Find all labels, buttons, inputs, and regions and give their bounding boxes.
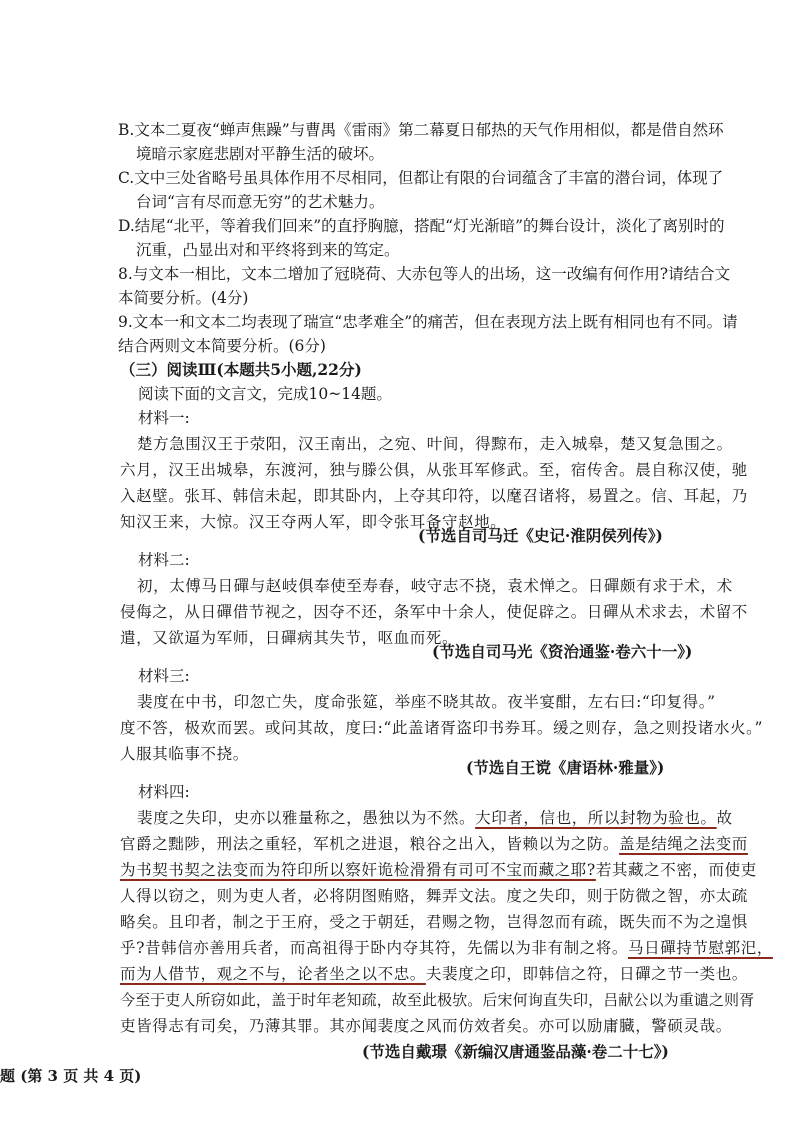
material-4-line5: 略矣。且印者，制之于王府，受之于朝廷，君赐之物，岂得忽而有疏，既失而不为之遑惧: [120, 913, 748, 931]
m4-l3-part-b: 若其藏之不密，而使吏: [595, 861, 757, 879]
material-1-line2: 六月，汉王出城皋，东渡河，独与滕公俱，从张耳军修武。至，宿传舍。晨自称汉使，驰: [120, 461, 748, 479]
material-2-line3: 遣，又欲逼为军师，日磾病其失节，呕血而死。: [120, 629, 459, 647]
material-1-line4: 知汉王来，大惊。汉王夺两人军，即令张耳备守赵地。: [120, 513, 507, 531]
option-c-line1: C.文中三处省略号虽具体作用不尽相同，但都让有限的台词蕴含了丰富的潜台词，体现了: [118, 169, 724, 187]
m4-l7-part-b: 夫裴度之印，即韩信之符，日磾之节一类也。: [425, 965, 748, 983]
m4-l2-underlined: 盖是结绳之法变而: [619, 835, 748, 853]
section-title: （三）阅读Ⅲ(本题共5小题,22分): [120, 360, 362, 379]
material-4-line1: [137, 806, 733, 830]
page-footer: 题 (第 3 页 共 4 页): [0, 1067, 142, 1085]
question-8-line2: 本简要分析。(4分): [118, 289, 249, 307]
m4-l6-underlined: 马日磾持节慰郭汜，: [628, 939, 773, 957]
material-1-line1: 楚方急围汉王于荥阳，汉王南出，之宛、叶间，得黥布，走入城皋，楚又复急围之。: [137, 435, 733, 453]
option-d-line2: 沉重，凸显出对和平终将到来的笃定。: [136, 241, 400, 259]
m4-l1-underlined: 大印者，信也，所以封物为验也。: [475, 809, 717, 827]
m4-l1-part-c: 故: [716, 809, 733, 827]
m4-l6-part-a: 乎?昔韩信亦善用兵者，而高祖得于卧内夺其符，先儒以为非有制之将。: [120, 939, 629, 957]
question-9-line2: 结合两则文本简要分析。(6分): [118, 337, 326, 355]
material-4-line6: [120, 936, 773, 960]
m4-l7-underlined: 而为人借节，观之不与，论者坐之以不忠。: [120, 965, 426, 983]
section-instruction: 阅读下面的文言文，完成10~14题。: [138, 385, 392, 403]
material-3-label: 材料三:: [138, 667, 190, 685]
material-4-label: 材料四:: [138, 783, 190, 801]
material-3-line2: 度不答，极欢而罢。或问其故，度曰:“此盖诸胥盗印书券耳。缓之则存，急之则投诸水火。”: [120, 719, 764, 737]
material-4-source: (节选自戴璟《新编汉唐通鉴品藻·卷二十七》): [362, 1042, 669, 1061]
material-2-label: 材料二:: [138, 551, 190, 569]
question-8-line1: 8.与文本一相比，文本二增加了冠晓荷、大赤包等人的出场，这一改编有何作用?请结合文: [118, 265, 731, 283]
material-4-line4: 人得以窃之，则为吏人者，必将阴图贿赂，舞弄文法。度之失印，则于防微之智，亦太疏: [120, 887, 748, 905]
material-3-line3: 人服其临事不挠。: [120, 745, 249, 763]
material-4-line3: [120, 858, 757, 882]
material-4-line9: 吏皆得志有司矣，乃薄其罪。其亦闻裴度之风而仿效者矣。亦可以励庸臓，警硕灵哉。: [120, 1017, 732, 1035]
m4-l2-part-a: 官爵之黜陟，刑法之重轻，军机之进退，粮谷之出入，皆赖以为之防。: [120, 835, 620, 853]
option-b-line2: 境暗示家庭悲剧对平静生活的破坏。: [136, 145, 385, 163]
material-1-label: 材料一:: [138, 409, 190, 427]
question-9-line1: 9.文本一和文本二均表现了瑞宣“忠孝难全”的痛苦，但在表现方法上既有相同也有不同。请: [118, 313, 738, 331]
material-4-line7: [120, 962, 748, 986]
material-3-line1: 裴度在中书，印忽亡失，度命张筵，举座不晓其故。夜半宴酣，左右曰:“印复得。”: [137, 693, 716, 711]
material-1-line3: 入赵壁。张耳、韩信未起，即其卧内，上夺其印符，以麾召诸将，易置之。信、耳起，乃: [120, 487, 748, 505]
material-1-source: (节选自司马迁《史记·淮阴侯列传》): [418, 526, 663, 545]
m4-l3-underlined: 为书契书契之法变而为符印所以察奸诡检滑猾有司可不宝而藏之耶?: [120, 861, 596, 879]
option-c-line2: 台词“言有尽而意无穷”的艺术魅力。: [136, 193, 385, 211]
material-2-line2: 侵侮之，从日磾借节视之，因夺不还，条军中十余人，使促辟之。日磾从术求去，术留不: [120, 603, 748, 621]
option-b-line1: B.文本二夏夜“蝉声焦躁”与曹禺《雷雨》第二幕夏日郁热的天气作用相似，都是借自然环: [118, 121, 724, 139]
material-3-source: (节选自王谠《唐语林·雅量》): [466, 758, 665, 777]
material-4-line8: 今至于吏人所窃如此，盖于时年老知疏，故至此极欤。后宋何询直失印，吕献公以为重谴之则胥: [120, 991, 755, 1009]
option-d-line1: D.结尾“北平，等着我们回来”的直抒胸臆，搭配“灯光渐暗”的舞台设计，淡化了离别时的: [118, 217, 725, 235]
material-2-source: (节选自司马光《资治通鉴·卷六十一》): [432, 642, 693, 661]
material-2-line1: 初，太傅马日磾与赵岐俱奉使至寿春，岐守志不挠，袁术惮之。日磾颇有求于术，术: [137, 577, 733, 595]
m4-l1-part-a: 裴度之失印，史亦以雅量称之，愚独以为不然。: [137, 809, 476, 827]
material-4-line2: [120, 832, 748, 856]
